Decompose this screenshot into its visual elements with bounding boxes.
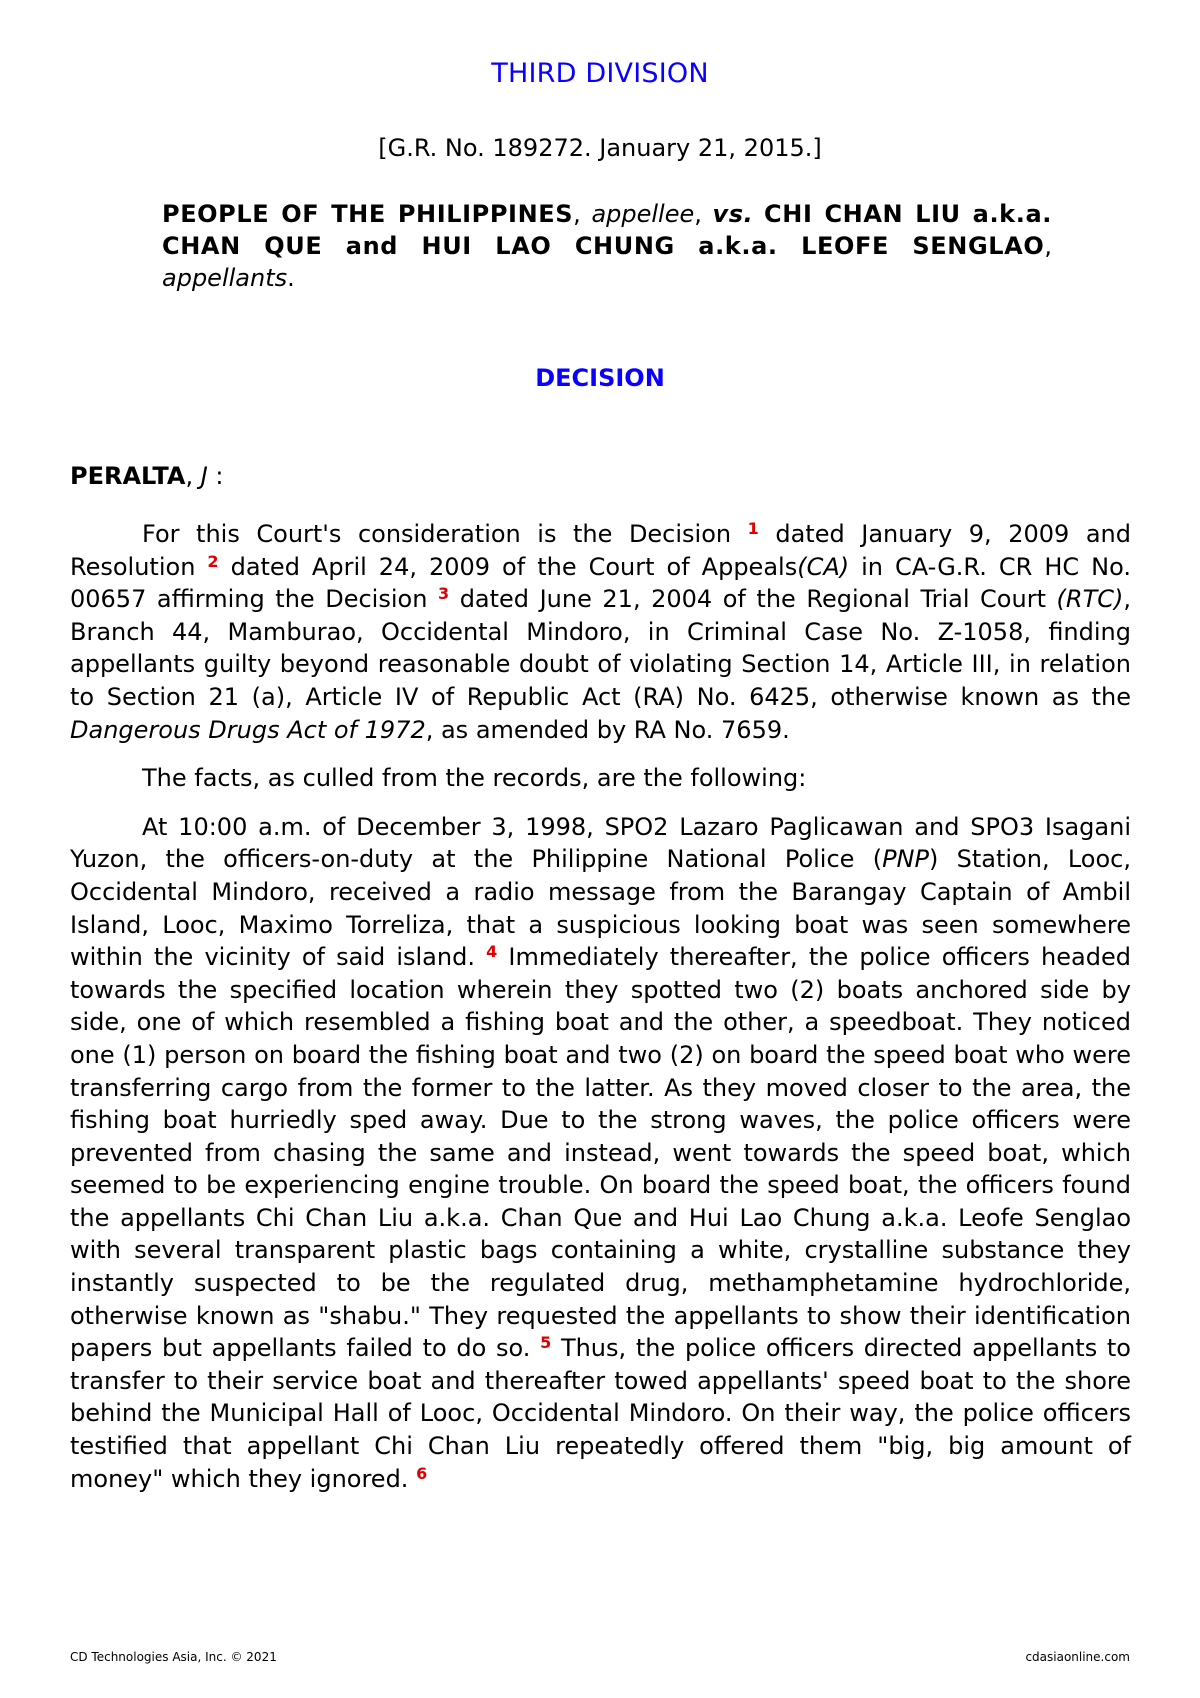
paragraph-1-text-4: in CA-G.R. CR HC No. 00657 affirming the Decision bbox=[70, 552, 1131, 614]
ca-abbrev: (CA) bbox=[797, 552, 850, 581]
paragraph-1-text-5: dated June 21, 2004 of the Regional Trial Court bbox=[459, 585, 1046, 614]
paragraph-3-text-4: Thus, the police officers directed appellants to transfer to their service boat and thereafter towed appellants' speed boat to the shore behind the Municipal Hall of Looc, Occidental Mindoro. On their way, the police officers testified that appellant Chi Chan Liu repeatedly offered them "big, big amount of money" which they ignored. bbox=[70, 1334, 1131, 1493]
rtc-abbrev: (RTC) bbox=[1056, 585, 1124, 614]
case-number: [G.R. No. 189272. January 21, 2015.] bbox=[378, 134, 822, 162]
paragraph-3-text-2: ) Station, Looc, Occidental Mindoro, received a radio message from the Barangay Captain of Ambil Island, Looc, Maximo Torreliza, that a suspicious looking boat was seen somewhere within the vicinity of said island. bbox=[70, 845, 1131, 972]
footnote-ref-6[interactable]: 6 bbox=[416, 1463, 428, 1483]
paragraph-1 bbox=[70, 518, 1131, 746]
division-heading: THIRD DIVISION bbox=[491, 58, 709, 89]
paragraph-1-text-2: dated January 9, 2009 and Resolution bbox=[70, 520, 1131, 581]
footnote-ref-4[interactable]: 4 bbox=[486, 942, 498, 962]
appellants-role: appellants bbox=[162, 264, 288, 292]
appellee-role: appellee bbox=[591, 200, 695, 228]
paragraph-1-text-1: For this Court's consideration is the Decision bbox=[142, 520, 732, 548]
footnote-ref-5[interactable]: 5 bbox=[540, 1333, 552, 1353]
ponente-line: PERALTA, J : bbox=[70, 462, 224, 490]
paragraph-3 bbox=[70, 811, 1131, 1495]
ponente-title: J bbox=[200, 462, 208, 490]
decision-heading: DECISION bbox=[535, 364, 665, 392]
paragraph-1-text-7: , as amended by RA No. 7659. bbox=[425, 715, 790, 744]
footnote-ref-1[interactable]: 1 bbox=[747, 519, 759, 538]
decision-body bbox=[70, 518, 1131, 1511]
footnote-ref-3[interactable]: 3 bbox=[437, 584, 450, 604]
footer-site[interactable]: cdasiaonline.com bbox=[1025, 1650, 1130, 1664]
paragraph-2: The facts, as culled from the records, are the following: bbox=[142, 764, 807, 793]
appellee-name: PEOPLE OF THE PHILIPPINES bbox=[162, 200, 574, 228]
paragraph-1-text-3: dated April 24, 2009 of the Court of Appeals bbox=[230, 552, 798, 581]
ponente-name: PERALTA bbox=[70, 462, 186, 490]
footnote-ref-2[interactable]: 2 bbox=[207, 551, 219, 571]
paragraph-3-text-1: At 10:00 a.m. of December 3, 1998, SPO2 Lazaro Paglicawan and SPO3 Isagani Yuzon, the officers-on-duty at the Philippine National Police ( bbox=[70, 812, 1131, 874]
pnp-abbrev: PNP bbox=[882, 845, 929, 874]
appellants-name: CHI CHAN LIU a.k.a. CHAN QUE and HUI LAO CHUNG a.k.a. LEOFE SENGLAO bbox=[162, 200, 1052, 260]
case-parties: PEOPLE OF THE PHILIPPINES, appellee, vs. CHI CHAN LIU a.k.a. CHAN QUE and HUI LAO CHUNG a.k.a. LEOFE SENGLAO, appellants. bbox=[162, 200, 1052, 292]
paragraph-3-text-3: Immediately thereafter, the police officers headed towards the specified location wherein they spotted two (2) boats anchored side by side, one of which resembled a fishing boat and the other, a speedboat. They noticed one (1) person on board the fishing boat and two (2) on board the speed boat who were transferring cargo from the former to the latter. As they moved closer to the area, the fishing boat hurriedly sped away. Due to the strong waves, the police officers were prevented from chasing the same and instead, went towards the speed boat, which seemed to be experiencing engine trouble. On board the speed boat, the officers found the appellants Chi Chan Liu a.k.a. Chan Que and Hui Lao Chung a.k.a. Leofe Senglao with several transparent plastic bags containing a white, crystalline substance they instantly suspected to be the regulated drug, methamphetamine hydrochloride, otherwise known as "shabu." They requested the appellants to show their identification papers but appellants failed to do so. bbox=[70, 943, 1131, 1363]
versus-label: vs. bbox=[712, 200, 754, 228]
footer-copyright: CD Technologies Asia, Inc. © 2021 bbox=[70, 1650, 277, 1664]
paragraph-1-text-6: , Branch 44, Mamburao, Occidental Mindoro, in Criminal Case No. Z-1058, finding appellants guilty beyond reasonable doubt of violating Section 14, Article III, in relation to Section 21 (a), Article IV of Republic Act (RA) No. 6425, otherwise known as the bbox=[70, 585, 1132, 711]
act-title: Dangerous Drugs Act of 1972 bbox=[70, 715, 426, 744]
